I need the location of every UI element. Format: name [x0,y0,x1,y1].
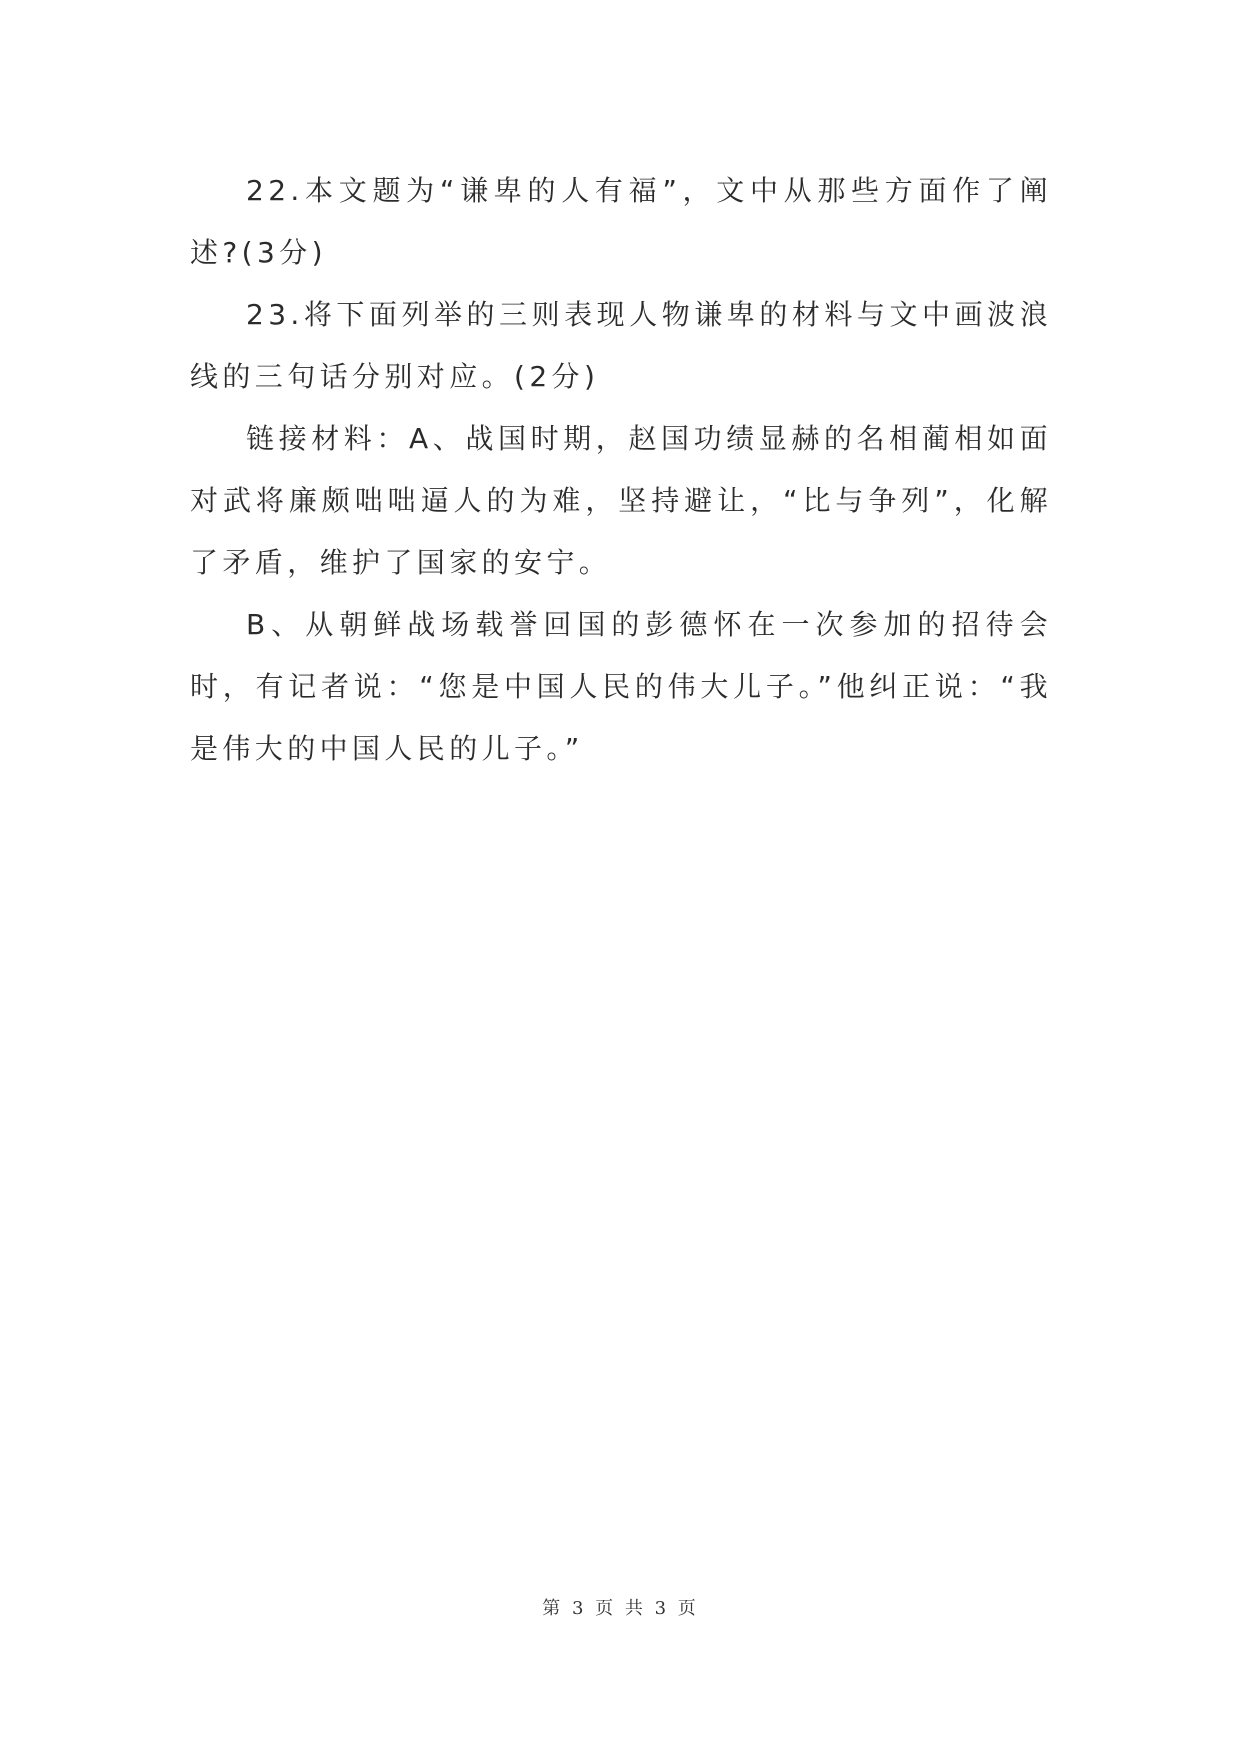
question-22: 22.本文题为“谦卑的人有福”，文中从那些方面作了阐述?(3分) [190,174,1052,269]
question-23: 23.将下面列举的三则表现人物谦卑的材料与文中画波浪线的三句话分别对应。(2分) [190,298,1052,393]
page-footer: 第 3 页 共 3 页 [542,1598,699,1619]
material-a: 链接材料：A、战国时期，赵国功绩显赫的名相蔺相如面对武将廉颇咄咄逼人的为难，坚持避让，“比与争列”，化解了矛盾，维护了国家的安宁。 [190,422,1052,579]
material-b: B、从朝鲜战场载誉回国的彭德怀在一次参加的招待会时，有记者说：“您是中国人民的伟大儿子。”他纠正说：“我是伟大的中国人民的儿子。” [190,608,1052,765]
document-body [190,160,1052,780]
